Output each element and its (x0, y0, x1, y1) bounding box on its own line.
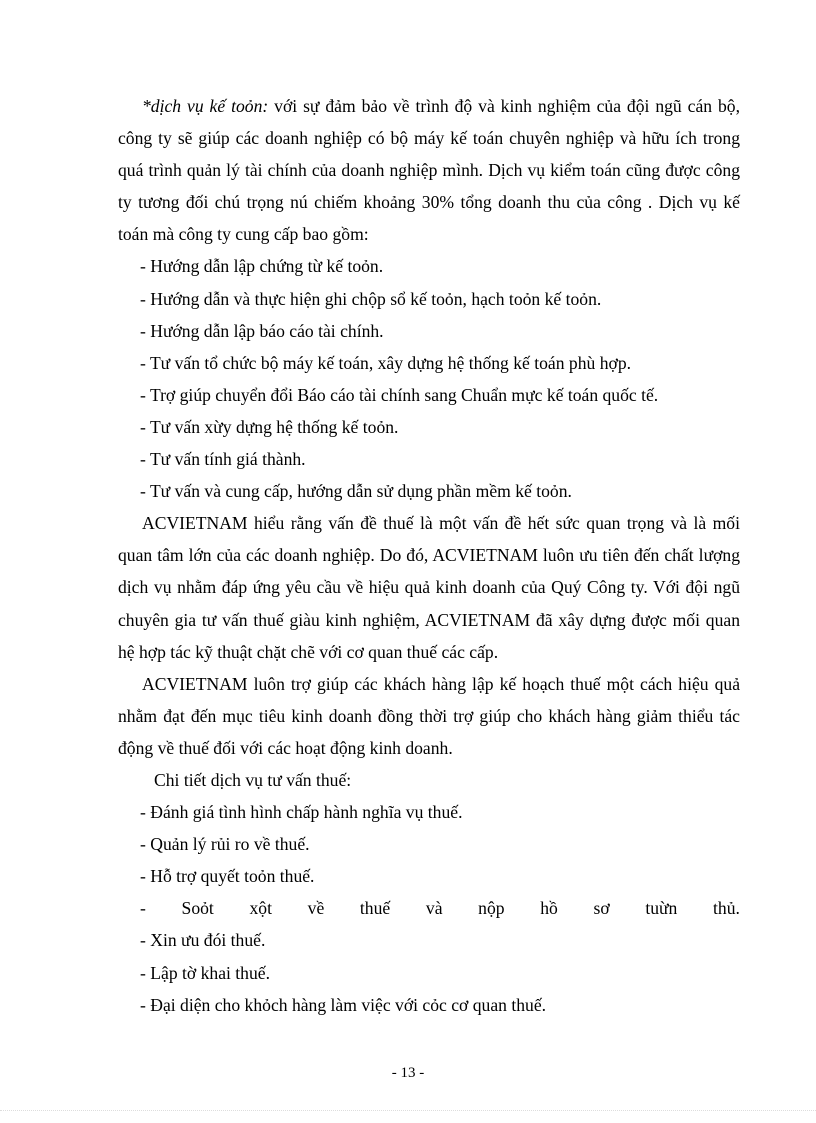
intro-paragraph (118, 90, 740, 250)
word: - (140, 898, 146, 919)
word: thủ. (713, 898, 740, 919)
list-item: - Xin ưu đói thuế. (140, 930, 266, 951)
word: hồ (540, 898, 558, 919)
word: và (425, 898, 443, 919)
list-item: - Hướng dẫn lập báo cáo tài chính. (140, 320, 384, 341)
word: xột (249, 898, 272, 919)
intro-lead: *dịch vụ kế toỏn: (142, 96, 269, 116)
list-item: - Lập tờ khai thuế. (140, 962, 270, 983)
word: thuế (359, 898, 391, 919)
list-item: - Tư vấn và cung cấp, hướng dẫn sử dụng phần mềm kế toỏn. (140, 481, 572, 502)
paragraph-tax-importance: ACVIETNAM hiểu rằng vấn đề thuế là một vấn đề hết sức quan trọng và là mối quan tâm lớn của các doanh nghiệp. Do đó, ACVIETNAM luôn ưu tiên đến chất lượng dịch vụ nhằm đáp ứng yêu cầu về hiệu quả kinh doanh của Quý Công ty. Với đội ngũ chuyên gia tư vấn thuế giàu kinh nghiệm, ACVIETNAM đã xây dựng được mối quan hệ hợp tác kỹ thuật chặt chẽ với cơ quan thuế các cấp. (118, 513, 740, 662)
list-item: - Hỗ trợ quyết toỏn thuế. (140, 866, 315, 887)
list-item-justified (118, 892, 740, 924)
list-item: - Quản lý rủi ro về thuế. (140, 834, 310, 855)
list-item: - Đại diện cho khỏch hàng làm việc với cỏc cơ quan thuế. (140, 994, 547, 1015)
list-item: - Tư vấn tính giá thành. (140, 449, 306, 470)
list-item: - Trợ giúp chuyển đổi Báo cáo tài chính sang Chuẩn mực kế toán quốc tế. (140, 384, 659, 405)
list-item: - Tư vấn xừy dựng hệ thống kế toỏn. (140, 416, 399, 437)
word: tuừn (645, 898, 678, 919)
word: Soỏt (181, 898, 214, 919)
word: về (307, 898, 325, 919)
page-number: - 13 - (391, 1065, 425, 1081)
word: sơ (593, 898, 610, 919)
list-item: - Đánh giá tình hình chấp hành nghĩa vụ thuế. (140, 802, 463, 823)
list-item: - Hướng dẫn lập chứng từ kế toỏn. (140, 256, 384, 277)
intro-text: với sự đảm bảo về trình độ và kinh nghiệm của đội ngũ cán bộ, công ty sẽ giúp các doanh nghiệp có bộ máy kế toán chuyên nghiệp và hữu ích trong quá trình quản lý tài chính của doanh nghiệp mình. Dịch vụ kiểm toán cũng được công ty tương đối chú trọng nú chiếm khoảng 30% tổng doanh thu của công . Dịch vụ kế toán mà công ty cung cấp bao gồm: (118, 96, 740, 245)
footer-divider (0, 1110, 816, 1111)
tax-services-heading: Chi tiết dịch vụ tư vấn thuế: (154, 769, 352, 790)
word: nộp (478, 898, 505, 919)
list-item: - Hướng dẫn và thực hiện ghi chộp sổ kế toỏn, hạch toỏn kế toỏn. (140, 288, 602, 309)
paragraph-tax-planning: ACVIETNAM luôn trợ giúp các khách hàng lập kế hoạch thuế một cách hiệu quả nhằm đạt đến mục tiêu kinh doanh đồng thời trợ giúp cho khách hàng giảm thiểu tác động về thuế đối với các hoạt động kinh doanh. (118, 673, 740, 758)
body-text (118, 90, 740, 1021)
list-item: - Tư vấn tổ chức bộ máy kế toán, xây dựng hệ thống kế toán phù hợp. (140, 352, 632, 373)
